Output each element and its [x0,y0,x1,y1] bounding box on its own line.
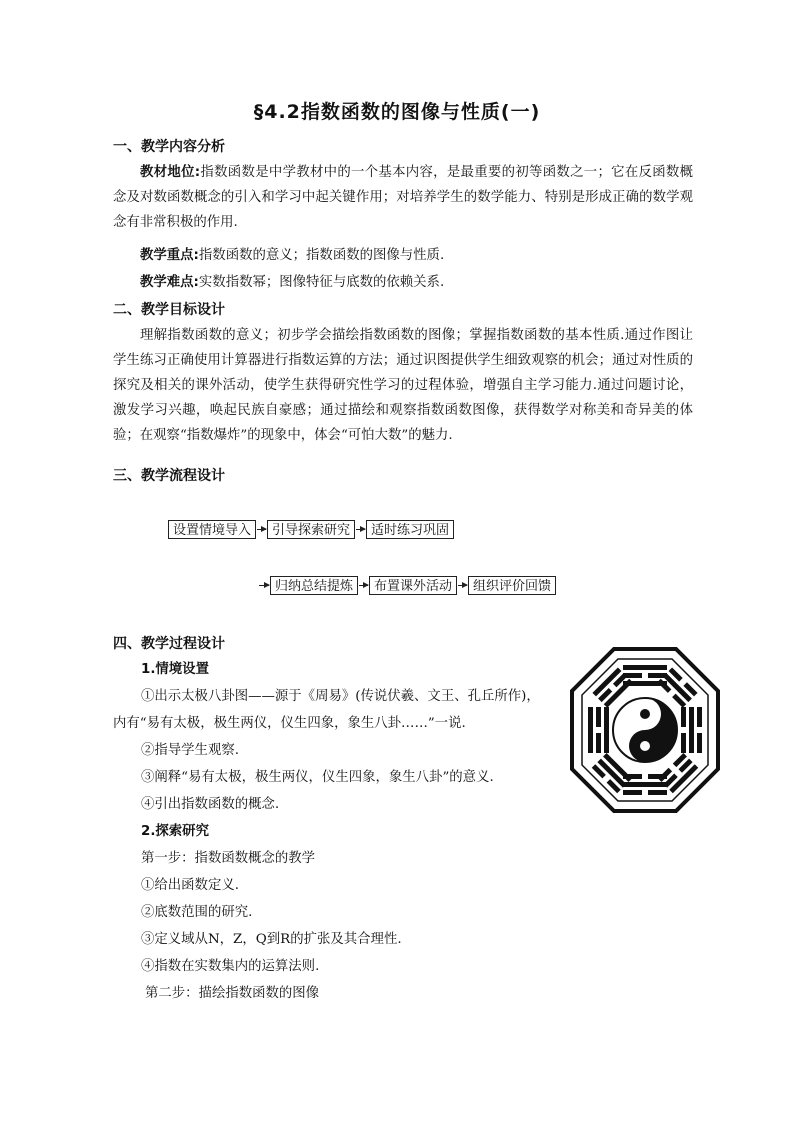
item-scenario-1a: ①出示太极八卦图——源于《周易》(传说伏羲、文王、孔丘所作)， [141,689,540,704]
section-heading-flow: 三、教学流程设计 [113,468,225,484]
section-heading-content-analysis: 一、教学内容分析 [113,139,225,155]
subheading-scenario: 1.情境设置 [141,662,209,677]
step-one-item-1: ①给出函数定义. [141,878,239,893]
flow-box-evaluation: 组织评价回馈 [468,576,556,595]
step-one-item-2: ②底数范围的研究. [141,905,253,920]
text-key-points: 指数函数的意义；指数函数的图像与性质. [198,248,445,263]
paragraph-key-points [113,243,693,268]
text-textbook-position: 指数函数是中学教材中的一个基本内容，是最重要的初等函数之一；它在反函数概念及对数函数概念的引入和学习中起关键作用；对培养学生的数学能力、特别是形成正确的数学观念有非常积极的作用. [113,165,693,230]
step-one-item-4: ④指数在实数集内的运算法则. [141,959,320,974]
flow-box-scenario: 设置情境导入 [168,520,256,539]
label-textbook-position: 教材地位: [140,165,201,180]
item-scenario-3: ③阐释“易有太极，极生两仪，仪生四象，象生八卦”的意义. [141,770,494,785]
label-difficult-points: 教学难点: [140,275,199,290]
flow-box-activity: 布置课外活动 [369,576,457,595]
paragraph-textbook-position [113,160,693,235]
step-one: 第一步：指数函数概念的教学 [141,851,316,866]
flow-arrow [356,529,365,530]
text-difficult-points: 实数指数幂；图像特征与底数的依赖关系. [198,275,445,290]
step-two: 第二步：描绘指数函数的图像 [145,986,320,1001]
taiji-bagua-image [570,645,720,815]
page-title: §4.2指数函数的图像与性质(一) [253,101,541,123]
section-heading-process: 四、教学过程设计 [113,636,225,652]
flow-box-summary: 归纳总结提炼 [270,576,358,595]
flow-arrow [259,585,269,586]
paragraph-objectives: 理解指数函数的意义；初步学会描绘指数函数的图像；掌握指数函数的基本性质.通过作图让学生练习正确使用计算器进行指数运算的方法；通过识图提供学生细致观察的机会；通过对性质的探究及相关的课外活动，使学生获得研究性学习的过程体验，增强自主学习能力.通过问题讨论，激发学习兴趣，唤起民族自豪感；通过描绘和观察指数函数图像，获得数学对称美和奇异美的体验；在观察“指数爆炸”的现象中，体会“可怕大数”的魅力. [113,328,693,443]
flow-box-practice: 适时练习巩固 [366,520,454,539]
section-heading-objectives: 二、教学目标设计 [113,302,225,318]
item-scenario-2: ②指导学生观察. [141,743,239,758]
flow-arrow [458,585,467,586]
item-scenario-1b: 内有“易有太极，极生两仪，仪生四象，象生八卦……”一说. [113,716,466,731]
item-scenario-4: ④引出指数函数的概念. [141,797,280,812]
subheading-explore: 2.探索研究 [141,824,209,839]
step-one-item-3: ③定义域从N，Z，Q到R的扩张及其合理性. [141,932,402,947]
flow-box-explore: 引导探索研究 [267,520,355,539]
paragraph-difficult-points [113,270,693,295]
flow-arrow [257,529,266,530]
flow-arrow [359,585,368,586]
label-key-points: 教学重点: [140,248,199,263]
